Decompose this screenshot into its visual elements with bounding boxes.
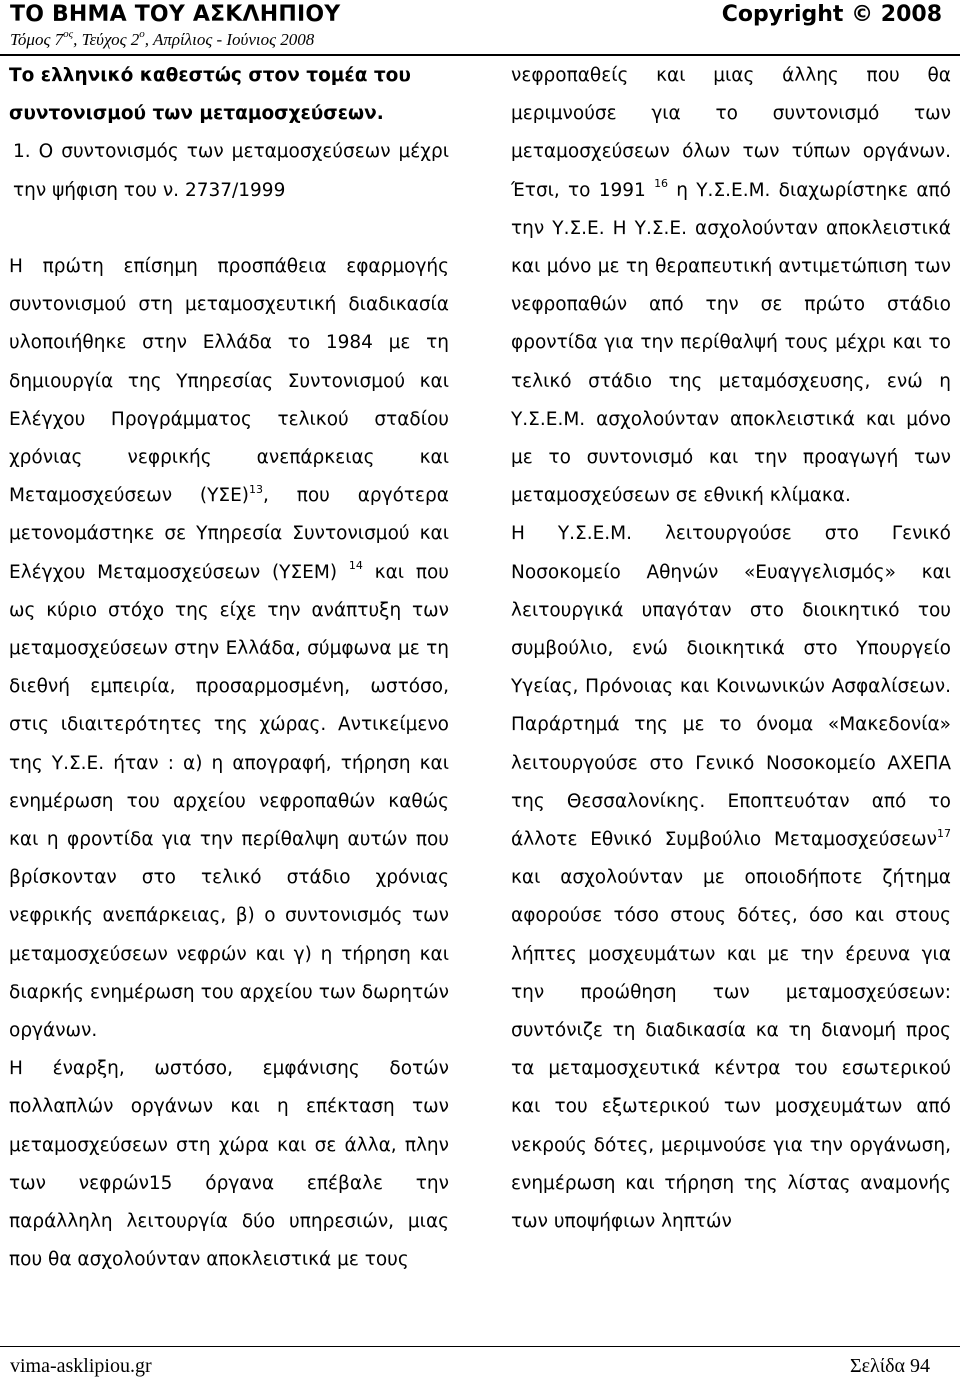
spacer <box>9 210 449 248</box>
body-paragraph-3 <box>511 57 951 515</box>
footnote-ref-17: 17 <box>937 826 951 840</box>
left-column <box>9 57 449 1279</box>
issue-number: , Τεύχος 2 <box>73 30 140 49</box>
body-paragraph-2: Η έναρξη, ωστόσο, εμφάνισης δοτών πολλαπλών οργάνων και η επέκταση των μεταμοσχεύσεων στη χώρα και σε άλλα, πλην των νεφρών15 όργανα επέβαλε την παράλληλη λειτουργία δύο υπηρεσιών, μιας που θα ασχολούνταν αποκλειστικά με τους <box>9 1058 449 1271</box>
footnote-ref-13: 13 <box>249 483 263 497</box>
body-paragraph-4 <box>511 515 951 1241</box>
issue-line <box>10 30 314 50</box>
paragraph-text: Η πρώτη επίσημη προσπάθεια εφαρμογής συντονισμού στη μεταμοσχευτική διαδικασία υλοποιήθηκε στην Ελλάδα το 1984 με τη δημιουργία της Υπηρεσίας Συντονισμού και Ελέγχου Προγράμματος τελικού σταδίου χρόνιας νεφρικής ανεπάρκειας και Μεταμοσχεύσεων (ΥΣΕ) <box>9 256 449 507</box>
body-paragraph-1 <box>9 248 449 1050</box>
right-column <box>511 57 951 1241</box>
footer-divider <box>0 1346 960 1347</box>
section-heading: 1. Ο συντονισμός των μεταμοσχεύσεων μέχρι την ψήφιση του ν. 2737/1999 <box>13 141 449 201</box>
footer-site-link[interactable]: vima-asklipiou.gr <box>10 1355 152 1377</box>
paragraph-text: και που ως κύριο στόχο της είχε την ανάπτυξη των μεταμοσχεύσεων στην Ελλάδα, σύμφωνα με τη διεθνή εμπειρία, προσαρμοσμένη, ωστόσο, στις ιδιαιτερότητες της χώρας. Αντικείμενο της Υ.Σ.Ε. ήταν : α) η απογραφή, τήρηση και ενημέρωση του αρχείου νεφροπαθών καθώς και η φροντίδα για την περίθαλψη αυτών που βρίσκονταν στο τελικό στάδιο χρόνιας νεφρικής ανεπάρκειας, β) ο συντονισμός των μεταμοσχεύσεων νεφρών και γ) η τήρηση και διαρκής ενημέρωση του αρχείου των δωρητών οργάνων. <box>9 561 450 1042</box>
page-header <box>0 0 960 56</box>
article-title-line-1: Το ελληνικό καθεστώς στον τομέα του <box>9 65 411 86</box>
paragraph-text: και ασχολούνταν με οποιοδήποτε ζήτημα αφορούσε τόσο στους δότες, όσο και στους λήπτες μοσχευμάτων και με την έρευνα για την προώθηση των μεταμοσχεύσεων: συντόνιζε τη διαδικασία κα τη διανομή προς τα μεταμοσχευτικά κέντρα του εσωτερικού και του εξωτερικού των μοσχευμάτων από νεκρούς δότες, μεριμνούσε για την οργάνωση, ενημέρωση και τήρηση της λίστας αναμονής των υποψήφιων ληπτών <box>511 867 951 1233</box>
issue-volume: Τόμος 7 <box>10 30 64 49</box>
issue-volume-suffix: ος <box>63 28 74 41</box>
article-title-line-2: συντονισμού των μεταμοσχεύσεων. <box>9 103 384 125</box>
journal-title: ΤΟ ΒΗΜΑ ΤΟΥ ΑΣΚΛΗΠΙΟΥ <box>10 2 341 27</box>
footnote-ref-16: 16 <box>654 177 669 191</box>
issue-number-suffix: ο <box>139 28 145 41</box>
issue-date: , Απρίλιος - Ιούνιος 2008 <box>144 30 315 49</box>
header-divider <box>0 54 960 56</box>
paragraph-text: η Υ.Σ.Ε.Μ. διαχωρίστηκε από την Υ.Σ.Ε. Η Υ.Σ.Ε. ασχολούνταν αποκλειστικά και μόνο με τη θεραπευτική αντιμετώπιση των νεφροπαθών από την σε πρώτο στάδιο φροντίδα για την περίθαλψή τους μέχρι και το τελικό στάδιο της μεταμόσχευσης, ενώ η Υ.Σ.Ε.Μ. ασχολούνταν αποκλειστικά και μόνο με το συντονισμό και την προαγωγή των μεταμοσχεύσεων σε εθνική κλίμακα. <box>511 179 951 507</box>
copyright-notice: Copyright © 2008 <box>721 2 942 27</box>
page-number: Σελίδα 94 <box>849 1355 930 1377</box>
paragraph-text: νεφροπαθείς και μιας άλλης που θα μεριμνούσε για το συντονισμό των μεταμοσχεύσεων όλων των τύπων οργάνων. Έτσι, το 1991 <box>511 65 951 201</box>
footnote-ref-14: 14 <box>348 559 363 573</box>
paragraph-text: , που αργότερα μετονομάστηκε σε Υπηρεσία Συντονισμού και Ελέγχου Μεταμοσχεύσεων (ΥΣΕΜ) <box>9 485 449 583</box>
paragraph-text: Η Υ.Σ.Ε.Μ. λειτουργούσε στο Γενικό Νοσοκομείο Αθηνών «Ευαγγελισμός» και λειτουργικά υπαγόταν στο διοικητικό του συμβούλιο, ενώ διοικητικά στο Υπουργείο Υγείας, Πρόνοιας και Κοινωνικών Ασφαλίσεων. Παράρτημά της με το όνομα «Μακεδονία» λειτουργούσε στο Γενικό Νοσοκομείο ΑΧΕΠΑ της Θεσσαλονίκης. Εποπτευόταν από το άλλοτε Εθνικό Συμβούλιο Μεταμοσχεύσεων <box>511 523 951 851</box>
